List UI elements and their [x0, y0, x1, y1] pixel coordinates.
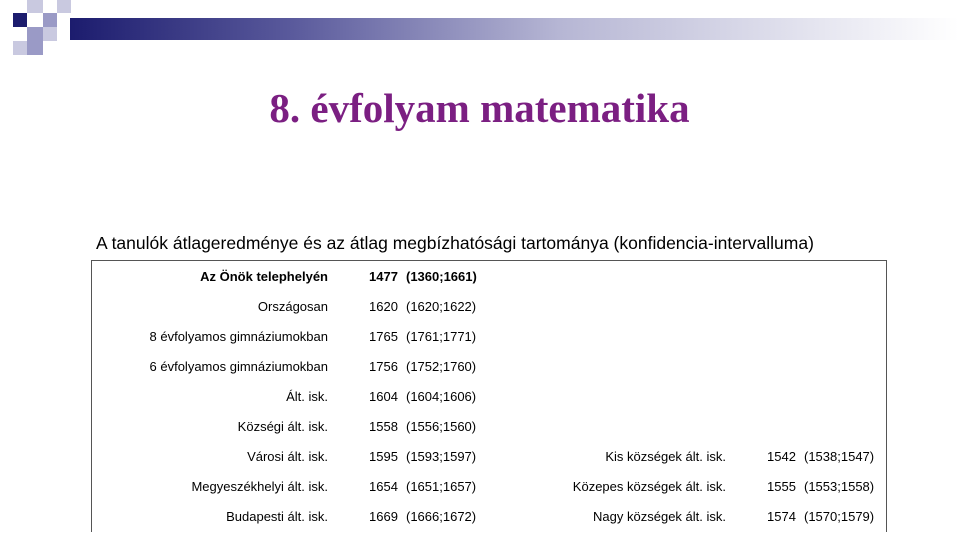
row-ci: (1752;1760) [406, 359, 477, 374]
row-label: Országosan [257, 299, 328, 314]
row-ci-right: (1538;1547) [804, 449, 875, 464]
row-ci: (1620;1622) [406, 299, 477, 314]
row-label: Megyeszékhelyi ált. isk. [191, 479, 328, 494]
table-row [92, 389, 888, 419]
row-label: Ált. isk. [286, 389, 328, 404]
row-label-right: Kis községek ált. isk. [605, 449, 726, 464]
table-row [92, 509, 888, 539]
row-ci: (1556;1560) [406, 419, 477, 434]
row-ci: (1651;1657) [406, 479, 477, 494]
table-row [92, 449, 888, 479]
results-table [91, 260, 887, 532]
row-ci-right: (1570;1579) [804, 509, 875, 524]
table-row [92, 479, 888, 509]
row-value: 1620 [369, 299, 398, 314]
header-gradient-bar [70, 18, 959, 40]
slide-decoration [0, 0, 959, 60]
row-value-right: 1574 [767, 509, 796, 524]
deco-square [27, 41, 43, 55]
row-value: 1756 [369, 359, 398, 374]
table-row [92, 299, 888, 329]
row-ci-right: (1553;1558) [804, 479, 875, 494]
row-label: 8 évfolyamos gimnáziumokban [149, 329, 328, 344]
row-label: Az Önök telephelyén [200, 269, 328, 284]
row-ci: (1604;1606) [406, 389, 477, 404]
row-label: Községi ált. isk. [237, 419, 328, 434]
row-value: 1765 [369, 329, 398, 344]
deco-square [57, 0, 71, 13]
row-value: 1669 [369, 509, 398, 524]
deco-square [13, 13, 27, 27]
row-label: Városi ált. isk. [247, 449, 328, 464]
deco-square [27, 27, 43, 41]
row-ci: (1593;1597) [406, 449, 477, 464]
deco-square [43, 13, 57, 27]
table-row [92, 359, 888, 389]
table-row [92, 269, 888, 299]
slide-title: 8. évfolyam matematika [269, 85, 690, 131]
row-label: 6 évfolyamos gimnáziumokban [149, 359, 328, 374]
row-label: Budapesti ált. isk. [226, 509, 328, 524]
table-row [92, 419, 888, 449]
row-value: 1604 [369, 389, 398, 404]
row-ci: (1666;1672) [406, 509, 477, 524]
table-row [92, 329, 888, 359]
deco-square [13, 41, 27, 55]
table-subtitle: A tanulók átlageredménye és az átlag megbízhatósági tartománya (konfidencia-intervalluma) [96, 233, 814, 253]
row-value: 1558 [369, 419, 398, 434]
row-value: 1595 [369, 449, 398, 464]
row-value: 1654 [369, 479, 398, 494]
deco-square [43, 27, 57, 41]
row-value-right: 1555 [767, 479, 796, 494]
deco-square [27, 0, 43, 13]
row-ci: (1360;1661) [406, 269, 477, 284]
row-value: 1477 [369, 269, 398, 284]
row-label-right: Nagy községek ált. isk. [593, 509, 726, 524]
row-ci: (1761;1771) [406, 329, 477, 344]
row-value-right: 1542 [767, 449, 796, 464]
row-label-right: Közepes községek ált. isk. [572, 479, 726, 494]
